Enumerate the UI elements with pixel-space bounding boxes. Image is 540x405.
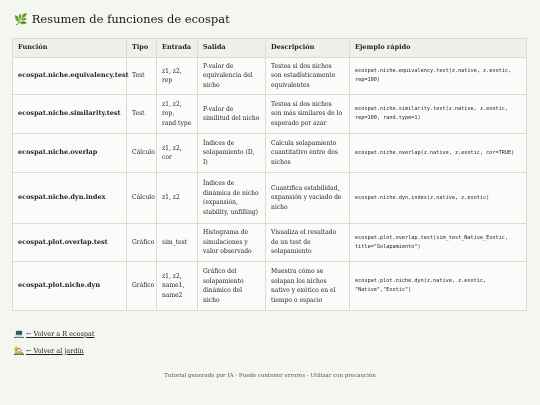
table-row xyxy=(13,173,527,224)
cell-descripcion: Testea si dos nichos son más similares de lo esperado por azar xyxy=(266,95,350,134)
table-row xyxy=(13,58,527,95)
cell-tipo: Cálculo xyxy=(127,173,157,224)
cell-funcion: ecospat.niche.equivalency.test xyxy=(13,58,127,95)
cell-ejemplo: ecospat.plot.overlap.test(sim_test_Native_Exotic, title="Solapamiento") xyxy=(350,224,527,262)
cell-salida: P-valor de equivalencia del nicho xyxy=(198,58,266,95)
cell-funcion: ecospat.niche.dyn.index xyxy=(13,173,127,224)
cell-entrada: z1, z2, rep, rand.type xyxy=(157,95,198,134)
cell-tipo: Test xyxy=(127,95,157,134)
cell-funcion: ecospat.plot.niche.dyn xyxy=(13,262,127,311)
header-entrada: Entrada xyxy=(157,39,198,58)
cell-entrada: z1, z2, name1, name2 xyxy=(157,262,198,311)
cell-salida: P-valor de similitud del nicho xyxy=(198,95,266,134)
house-icon: 🏡 xyxy=(14,346,24,355)
header-ejemplo: Ejemplo rápido xyxy=(350,39,527,58)
laptop-icon: 💻 xyxy=(14,329,24,338)
cell-entrada: z1, z2, cor xyxy=(157,134,198,173)
cell-tipo: Gráfico xyxy=(127,262,157,311)
cell-salida: Histograma de simulaciones y valor observado xyxy=(198,224,266,262)
cell-funcion: ecospat.niche.overlap xyxy=(13,134,127,173)
back-to-ecospat-label: ← Volver a R ecospat xyxy=(25,329,95,338)
header-tipo: Tipo xyxy=(127,39,157,58)
cell-descripcion: Testea si dos nichos son estadísticamente equivalentes xyxy=(266,58,350,95)
cell-salida: Índices de dinámica de nicho (expansión, stability, unfilling) xyxy=(198,173,266,224)
page-title-text: Resumen de funciones de ecospat xyxy=(31,12,230,26)
cell-descripcion: Cuantifica estabilidad, expansión y vaciado de nicho xyxy=(266,173,350,224)
table-header-row xyxy=(13,39,527,58)
cell-entrada: sim_test xyxy=(157,224,198,262)
cell-ejemplo: ecospat.niche.dyn.index(z.native, z.exotic) xyxy=(350,173,527,224)
table-row xyxy=(13,134,527,173)
cell-funcion: ecospat.niche.similarity.test xyxy=(13,95,127,134)
cell-entrada: z1, z2, rep xyxy=(157,58,198,95)
header-funcion: Función xyxy=(13,39,127,58)
cell-ejemplo: ecospat.niche.equivalency.test(z.native, z.exotic, rep=100) xyxy=(350,58,527,95)
cell-funcion: ecospat.plot.overlap.test xyxy=(13,224,127,262)
cell-tipo: Gráfico xyxy=(127,224,157,262)
cell-descripcion: Calcula solapamiento cuantitativo entre dos nichos xyxy=(266,134,350,173)
header-salida: Salida xyxy=(198,39,266,58)
functions-table xyxy=(12,38,527,311)
table-row xyxy=(13,262,527,311)
cell-salida: Gráfico del solapamiento dinámico del nicho xyxy=(198,262,266,311)
cell-descripcion: Muestra cómo se solapan los nichos nativo y exótico en el tiempo o espacio xyxy=(266,262,350,311)
back-to-garden-link[interactable] xyxy=(14,346,95,355)
back-to-garden-label: ← Volver al jardín xyxy=(25,346,84,355)
header-descripcion: Descripción xyxy=(266,39,350,58)
cell-ejemplo: ecospat.niche.overlap(z.native, z.exotic, cor=TRUE) xyxy=(350,134,527,173)
leaf-icon: 🌿 xyxy=(14,12,28,26)
cell-ejemplo: ecospat.niche.similarity.test(z.native, z.exotic, rep=100, rand.type=1) xyxy=(350,95,527,134)
cell-entrada: z1, z2 xyxy=(157,173,198,224)
cell-ejemplo: ecospat.plot.niche.dyn(z.native, z.exotic, "Native","Exotic") xyxy=(350,262,527,311)
cell-salida: Índices de solapamiento (D, I) xyxy=(198,134,266,173)
nav-links xyxy=(14,329,95,363)
cell-descripcion: Visualiza el resultado de un test de solapamiento xyxy=(266,224,350,262)
cell-tipo: Cálculo xyxy=(127,134,157,173)
table-row xyxy=(13,224,527,262)
back-to-ecospat-link[interactable] xyxy=(14,329,95,338)
table-row xyxy=(13,95,527,134)
page-title xyxy=(14,12,230,26)
footer-disclaimer: Tutorial generado por IA - Puede contener errores - Utilizar con precaución xyxy=(164,373,376,379)
cell-tipo: Test xyxy=(127,58,157,95)
